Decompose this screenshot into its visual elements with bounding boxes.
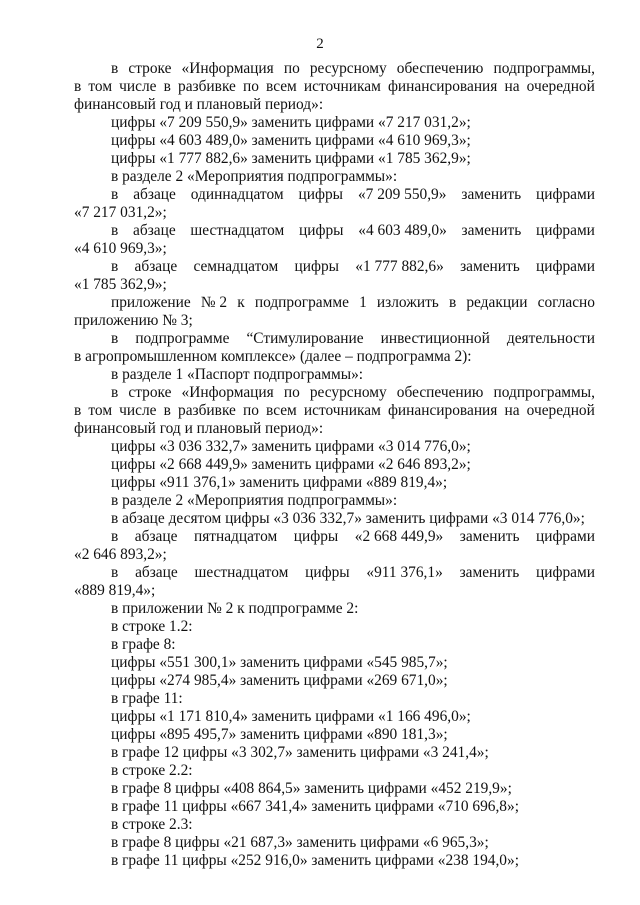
word: строке [128,384,172,401]
word: пятнадцатом [193,528,278,545]
word: разбивке [178,78,236,95]
word: в [448,294,457,311]
text-line [74,564,595,582]
word: «1 777 882,6» [355,258,444,275]
word: «Информация [181,60,274,77]
text-line: в графе 8 цифры «21 687,3» заменить цифрами «6 965,3»; [111,834,489,851]
word: том [88,78,113,95]
word: финансирования [387,78,498,95]
text-line: цифры «1 171 810,4» заменить цифрами «1 166 496,0»; [111,708,471,725]
word: ресурсному [309,60,387,77]
word: шестнадцатом [194,564,289,581]
word: подпрограммы, [493,60,595,77]
word: шестнадцатом [190,222,285,239]
text-line: «4 610 969,3»; [74,240,167,257]
text-line: в разделе 2 «Мероприятия подпрограммы»: [111,492,398,509]
word: подпрограмме [254,294,349,311]
word: заменить [461,186,522,203]
word: в [74,402,82,419]
word: обеспечению [396,384,484,401]
word: на [504,402,520,419]
text-line [74,258,595,276]
text-line: в приложении № 2 к подпрограмме 2: [111,600,359,617]
word: абзаце [133,222,176,239]
text-line: в агропромышленном комплексе» (далее – подпрограмма 2): [74,348,472,365]
word: в [163,402,171,419]
word: деятельности [506,330,595,347]
word: в [111,528,119,545]
word: абзаце [133,186,176,203]
text-line: в абзаце десятом цифры «3 036 332,7» заменить цифрами «3 014 776,0»; [111,510,585,527]
word: цифры [298,186,344,203]
text-line [74,60,595,78]
word: к [237,294,245,311]
word: «4 603 489,0» [358,222,447,239]
word: источникам [303,78,381,95]
word: инвестиционной [380,330,490,347]
word: заменить [461,222,522,239]
text-line: цифры «895 495,7» заменить цифрами «890 181,3»; [111,726,448,743]
text-line: в графе 11: [111,690,183,707]
word: «911 376,1» [366,564,443,581]
word: в [163,78,171,95]
word: строке [128,60,172,77]
text-line [74,294,595,312]
text-line: «1 785 362,9»; [74,276,167,293]
word: цифрами [536,186,595,203]
text-line: в строке 2.2: [111,762,193,779]
word: в [111,258,119,275]
word: очередной [526,402,595,419]
word: очередной [526,78,595,95]
word: том [88,402,113,419]
text-line: цифры «4 603 489,0» заменить цифрами «4 610 969,3»; [111,132,471,149]
text-line [74,222,595,240]
word: цифрами [535,528,595,545]
text-line: цифры «911 376,1» заменить цифрами «889 819,4»; [111,474,448,491]
word: разбивке [178,402,236,419]
text-line [74,186,595,204]
word: «2 668 449,9» [354,528,444,545]
word: цифры [293,528,339,545]
text-line: «7 217 031,2»; [74,204,167,221]
word: числе [119,402,157,419]
word: финансирования [387,402,498,419]
word: цифры [294,258,340,275]
word: редакции [466,294,528,311]
word: абзаце [134,528,178,545]
word: заменить [459,528,520,545]
text-line [74,330,595,348]
word: в [74,78,82,95]
text-line: цифры «551 300,1» заменить цифрами «545 985,7»; [111,654,448,671]
text-line: цифры «274 985,4» заменить цифрами «269 671,0»; [111,672,448,689]
text-line: в строке 1.2: [111,618,193,635]
text-line: цифры «1 777 882,6» заменить цифрами «1 785 362,9»; [111,150,471,167]
word: заменить [459,564,520,581]
word: «Информация [181,384,274,401]
document-body [74,60,595,870]
word: на [504,78,520,95]
word: 1 [359,294,367,311]
word: цифрами [536,258,595,275]
text-line: в разделе 1 «Паспорт подпрограммы»: [111,366,364,383]
page-number: 2 [316,36,324,52]
word: цифрами [535,222,595,239]
text-line: финансовый год и плановый период»: [74,96,324,113]
word: согласно [537,294,595,311]
text-line: в графе 11 цифры «252 916,0» заменить цифрами «238 194,0»; [111,852,519,869]
word: числе [119,78,157,95]
text-line: цифры «7 209 550,9» заменить цифрами «7 217 031,2»; [111,114,471,131]
text-line: в строке 2.3: [111,816,193,833]
word: по [283,384,300,401]
text-line: «2 646 893,2»; [74,546,167,563]
word: заменить [460,258,520,275]
text-line [74,402,595,420]
word: источникам [303,402,381,419]
word: “Стимулирование [246,330,364,347]
word: цифрами [536,564,595,581]
word: изложить [376,294,439,311]
text-line: в разделе 2 «Мероприятия подпрограммы»: [111,168,398,185]
text-line [74,528,595,546]
word: семнадцатом [193,258,279,275]
text-line [74,384,595,402]
word: абзаце [134,258,178,275]
word: одиннадцатом [190,186,284,203]
word: по [242,78,259,95]
word: в [111,384,119,401]
text-line: финансовый год и плановый период»: [74,420,324,437]
word: № 2 [200,294,228,311]
word: подпрограмме [135,330,230,347]
text-line: цифры «3 036 332,7» заменить цифрами «3 014 776,0»; [111,438,471,455]
word: в [111,330,119,347]
word: обеспечению [396,60,484,77]
word: цифры [299,222,344,239]
word: всем [266,402,297,419]
word: «7 209 550,9» [357,186,447,203]
text-line: цифры «2 668 449,9» заменить цифрами «2 646 893,2»; [111,456,471,473]
text-line: приложению № 3; [74,312,193,329]
word: в [111,222,119,239]
word: всем [266,78,297,95]
word: приложение [111,294,191,311]
word: в [111,186,119,203]
word: в [111,564,119,581]
text-line [74,78,595,96]
word: в [111,60,119,77]
text-line: в графе 8: [111,636,176,653]
text-line: в графе 12 цифры «3 302,7» заменить цифрами «3 241,4»; [111,744,489,761]
word: подпрограммы, [493,384,595,401]
text-line: «889 819,4»; [74,582,156,599]
text-line: в графе 8 цифры «408 864,5» заменить цифрами «452 219,9»; [111,780,512,797]
word: ресурсному [309,384,387,401]
word: по [283,60,300,77]
text-line: в графе 11 цифры «667 341,4» заменить цифрами «710 696,8»; [111,798,519,815]
word: по [242,402,259,419]
word: цифры [305,564,350,581]
word: абзаце [135,564,178,581]
